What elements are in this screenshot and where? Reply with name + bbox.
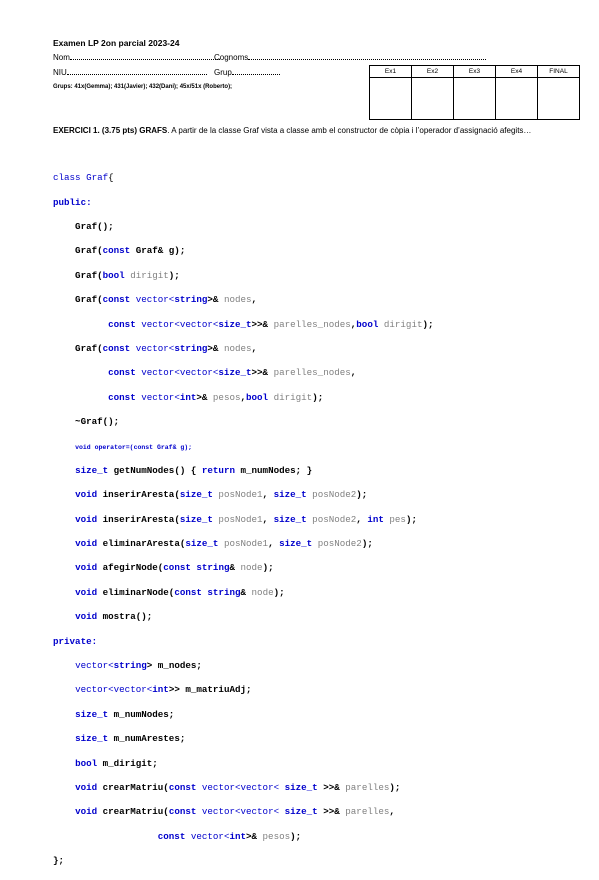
- cognoms-label: Cognoms: [214, 53, 249, 62]
- code-line: vector<string> m_nodes;: [75, 660, 202, 672]
- code-line: Graf(const vector<string>& nodes,: [53, 342, 258, 354]
- cognoms-field: [214, 52, 486, 62]
- code-line: const vector<int>& pesos,bool dirigit);: [108, 391, 324, 403]
- code-line: void mostra();: [75, 611, 153, 623]
- exercise-text: . A partir de la classe Graf vista a classe amb el constructor de còpia i l’operador d’assignació afegits…: [167, 126, 532, 135]
- code-line: void eliminarAresta(size_t posNode1, size_t posNode2);: [75, 538, 373, 550]
- code-line: void operator=(const Graf& g);: [75, 443, 193, 451]
- code-line: Graf(const Graf& g);: [53, 245, 186, 257]
- code-line: void inserirAresta(size_t posNode1, size_t posNode2);: [75, 489, 368, 501]
- code-line: private:: [53, 635, 98, 647]
- code-line: public:: [53, 196, 92, 208]
- code-line: bool m_dirigit;: [75, 757, 158, 769]
- code-line: size_t getNumNodes() { return m_numNodes; }: [75, 464, 313, 476]
- code-line: void inserirAresta(size_t posNode1, size_t posNode2, int pes);: [75, 513, 417, 525]
- code-block: [53, 160, 434, 880]
- grade-cell-ex1: [370, 78, 412, 120]
- code-line: const vector<int>& pesos);: [157, 830, 302, 842]
- code-line: vector<vector<int>> m_matriuAdj;: [75, 684, 252, 696]
- grade-header-ex4: Ex4: [496, 66, 538, 78]
- grade-header-ex1: Ex1: [370, 66, 412, 78]
- code-line: ~Graf();: [53, 416, 120, 428]
- grade-header-final: FINAL: [538, 66, 580, 78]
- groups-info: Grups: 41x(Gemma); 431(Javier); 432(Dani); 45x/51x (Roberto);: [53, 84, 233, 90]
- exercise-statement: [53, 125, 553, 137]
- code-line: Graf(const vector<string>& nodes,: [53, 294, 258, 306]
- code-line: void afegirNode(const string& node);: [75, 562, 274, 574]
- grade-header-ex3: Ex3: [454, 66, 496, 78]
- grade-cell-ex2: [412, 78, 454, 120]
- nom-label: Nom: [53, 53, 70, 62]
- code-line: size_t m_numArestes;: [75, 733, 186, 745]
- code-line: void eliminarNode(const string& node);: [75, 586, 285, 598]
- grup-field: [214, 67, 280, 77]
- exam-title: Examen LP 2on parcial 2023-24: [53, 38, 180, 48]
- nom-field: [53, 52, 220, 62]
- code-line: };: [53, 855, 65, 867]
- code-line: const vector<vector<size_t>>& parelles_nodes,bool dirigit);: [108, 318, 434, 330]
- grades-table: [369, 65, 580, 120]
- code-line: Graf();: [53, 220, 114, 232]
- niu-label: NIU: [53, 68, 67, 77]
- code-line: void crearMatriu(const vector<vector< size_t >>& parelles);: [75, 781, 401, 793]
- code-line: void crearMatriu(const vector<vector< size_t >>& parelles,: [75, 806, 395, 818]
- niu-field: [53, 67, 207, 77]
- code-line: class Graf{: [53, 172, 114, 184]
- code-line: Graf(bool dirigit);: [53, 269, 180, 281]
- grade-cell-ex4: [496, 78, 538, 120]
- grade-header-ex2: Ex2: [412, 66, 454, 78]
- grade-cell-ex3: [454, 78, 496, 120]
- grade-cell-final: [538, 78, 580, 120]
- exercise-label: EXERCICI 1. (3.75 pts) GRAFS: [53, 126, 168, 135]
- code-line: size_t m_numNodes;: [75, 708, 175, 720]
- code-line: const vector<vector<size_t>>& parelles_nodes,: [108, 367, 357, 379]
- grup-label: Grup: [214, 68, 232, 77]
